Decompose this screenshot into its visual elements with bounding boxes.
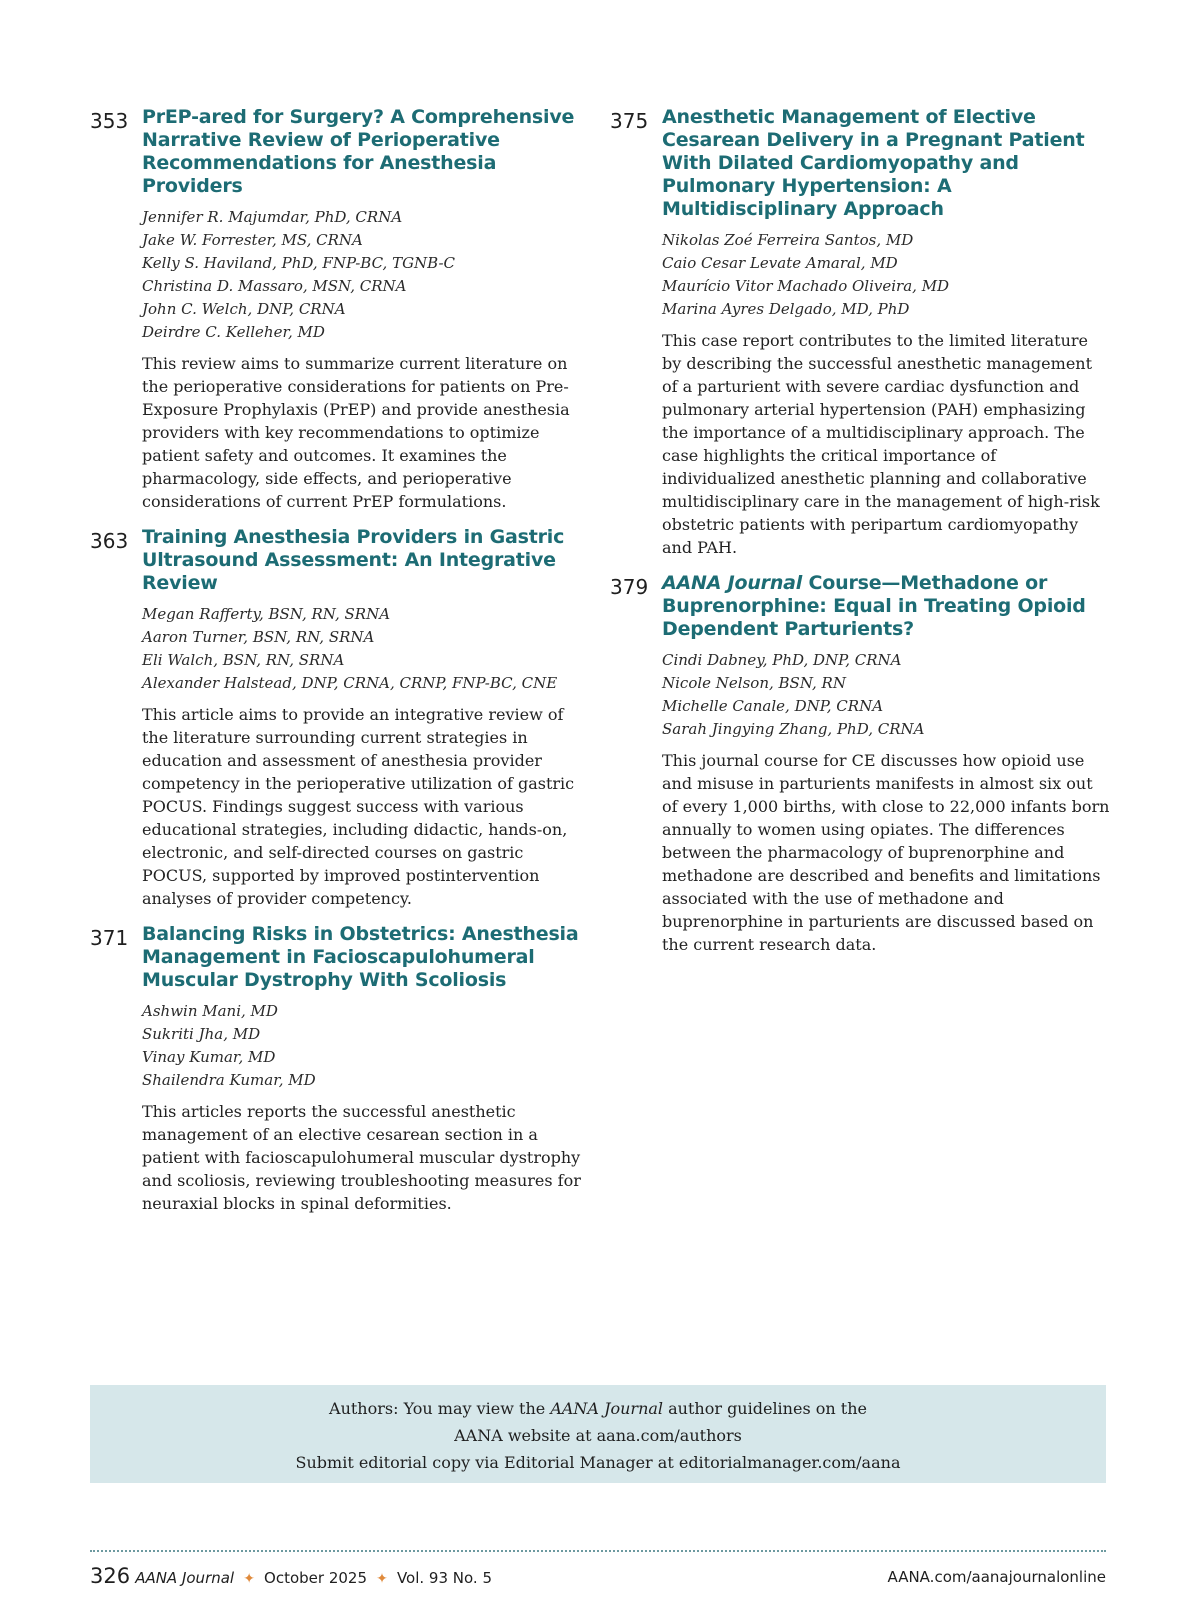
author-name: Sarah Jingying Zhang, PhD, CRNA	[662, 720, 925, 738]
article-abstract: This article aims to provide an integrative review of the literature surrounding current strategies in education and assessment of anesthesia provider competency in the perioperative utilization of gastric POCUS. Findings suggest success with various educational strategies, including didactic, hands-on, electronic, and self-directed courses on gastric POCUS, supported by improved postintervention analyses of provider competency.	[142, 705, 575, 908]
author-name: Caio Cesar Levate Amaral, MD	[662, 254, 898, 272]
footer-divider	[90, 1550, 1106, 1552]
author-name: Vinay Kumar, MD	[142, 1048, 276, 1066]
article-title-italic: AANA Journal	[662, 572, 803, 594]
author-name: Deirdre C. Kelleher, MD	[142, 323, 325, 341]
article-abstract: This articles reports the successful anesthetic management of an elective cesarean section in a patient with facioscapulohumeral muscular dystrophy and scoliosis, reviewing troubleshooting measures for neuraxial blocks in spinal deformities.	[142, 1102, 581, 1213]
author-name: Ashwin Mani, MD	[142, 1002, 278, 1020]
article-entry	[90, 526, 590, 910]
article-title-link[interactable]	[142, 923, 579, 991]
banner-line-1: Authors: You may view the AANA Journal author guidelines on the	[329, 1399, 867, 1418]
author-name: Alexander Halstead, DNP, CRNA, CRNP, FNP-BC, CNE	[142, 674, 558, 692]
author-name: Jake W. Forrester, MS, CRNA	[142, 231, 363, 249]
article-page-number: 353	[90, 109, 129, 133]
article-abstract: This review aims to summarize current literature on the perioperative considerations for patients on Pre-Exposure Prophylaxis (PrEP) and provide anesthesia providers with key recommendations to optimize patient safety and outcomes. It examines the pharmacology, side effects, and perioperative considerations of current PrEP formulations.	[142, 354, 570, 511]
page-footer	[90, 1558, 1106, 1588]
article-title-link[interactable]	[662, 106, 1084, 220]
article-entry	[90, 923, 590, 1215]
right-column	[610, 106, 1110, 969]
author-name: Jennifer R. Majumdar, PhD, CRNA	[142, 208, 403, 226]
footer-page-number: 326	[90, 1564, 131, 1588]
article-title	[662, 106, 1110, 221]
author-list	[662, 649, 1110, 741]
article-title	[142, 106, 590, 198]
article-title-text: Course—Methadone or Buprenorphine: Equal in Treating Opioid Dependent Parturients?	[662, 572, 1086, 640]
diamond-icon: ✦	[376, 1571, 388, 1587]
left-column	[90, 106, 590, 1228]
journal-website-link[interactable]: AANA.com/aanajournalonline	[887, 1568, 1106, 1586]
article-title-link[interactable]	[142, 526, 564, 594]
author-list	[142, 206, 590, 344]
article-title-text: Balancing Risks in Obstetrics: Anesthesia Management in Facioscapulohumeral Muscular Dystrophy With Scoliosis	[142, 923, 579, 991]
author-name: Kelly S. Haviland, PhD, FNP-BC, TGNB-C	[142, 254, 456, 272]
article-entry	[610, 106, 1110, 559]
author-name: Maurício Vitor Machado Oliveira, MD	[662, 277, 950, 295]
author-name: John C. Welch, DNP, CRNA	[142, 300, 346, 318]
author-name: Cindi Dabney, PhD, DNP, CRNA	[662, 651, 902, 669]
author-list	[142, 1000, 590, 1092]
author-name: Aaron Turner, BSN, RN, SRNA	[142, 628, 375, 646]
author-name: Michelle Canale, DNP, CRNA	[662, 697, 884, 715]
article-title-link[interactable]	[662, 572, 1086, 640]
article-entry	[610, 572, 1110, 956]
article-page-number: 363	[90, 529, 129, 553]
article-page-number: 375	[610, 109, 649, 133]
banner-line-2: AANA website at aana.com/authors	[454, 1426, 742, 1445]
author-name: Eli Walch, BSN, RN, SRNA	[142, 651, 345, 669]
author-name: Nicole Nelson, BSN, RN	[662, 674, 846, 692]
article-title	[142, 526, 590, 595]
article-title-link[interactable]	[142, 106, 574, 197]
author-name: Nikolas Zoé Ferreira Santos, MD	[662, 231, 914, 249]
footer-journal-name: AANA Journal	[135, 1569, 235, 1587]
author-name: Megan Rafferty, BSN, RN, SRNA	[142, 605, 391, 623]
author-name: Sukriti Jha, MD	[142, 1025, 261, 1043]
author-list	[662, 229, 1110, 321]
article-page-number: 379	[610, 575, 649, 599]
article-abstract: This journal course for CE discusses how opioid use and misuse in parturients manifests in almost six out of every 1,000 births, with close to 22,000 infants born annually to women using opiates. The differences between the pharmacology of buprenorphine and methadone are described and benefits and limitations associated with the use of methadone and buprenorphine in parturients are discussed based on the current research data.	[662, 751, 1110, 954]
article-title	[662, 572, 1110, 641]
banner-line-3: Submit editorial copy via Editorial Manager at editorialmanager.com/aana	[295, 1453, 901, 1472]
author-name: Marina Ayres Delgado, MD, PhD	[662, 300, 910, 318]
author-list	[142, 603, 590, 695]
footer-url	[888, 1568, 1106, 1586]
footer-date: October 2025	[264, 1569, 368, 1587]
diamond-icon: ✦	[243, 1571, 255, 1587]
article-abstract: This case report contributes to the limited literature by describing the successful anesthetic management of a parturient with severe cardiac dysfunction and pulmonary arterial hypertension (PAH) emphasizing the importance of a multidisciplinary approach. The case highlights the critical importance of individualized anesthetic planning and collaborative multidisciplinary care in the management of high-risk obstetric patients with peripartum cardiomyopathy and PAH.	[662, 331, 1100, 557]
article-title-text: PrEP-ared for Surgery? A Comprehensive Narrative Review of Perioperative Recommendations for Anesthesia Providers	[142, 106, 575, 197]
article-title-text: Anesthetic Management of Elective Cesarean Delivery in a Pregnant Patient With Dilated Cardiomyopathy and Pulmonary Hypertension: A Multidisciplinary Approach	[662, 106, 1085, 220]
article-entry	[90, 106, 590, 513]
footer-volume: Vol. 93 No. 5	[396, 1569, 492, 1587]
author-guidelines-banner	[90, 1385, 1106, 1483]
author-name: Christina D. Massaro, MSN, CRNA	[142, 277, 407, 295]
article-page-number: 371	[90, 926, 129, 950]
author-name: Shailendra Kumar, MD	[142, 1071, 316, 1089]
footer-citation	[90, 1564, 492, 1588]
article-title	[142, 923, 590, 992]
article-title-text: Training Anesthesia Providers in Gastric Ultrasound Assessment: An Integrative Review	[142, 526, 565, 594]
